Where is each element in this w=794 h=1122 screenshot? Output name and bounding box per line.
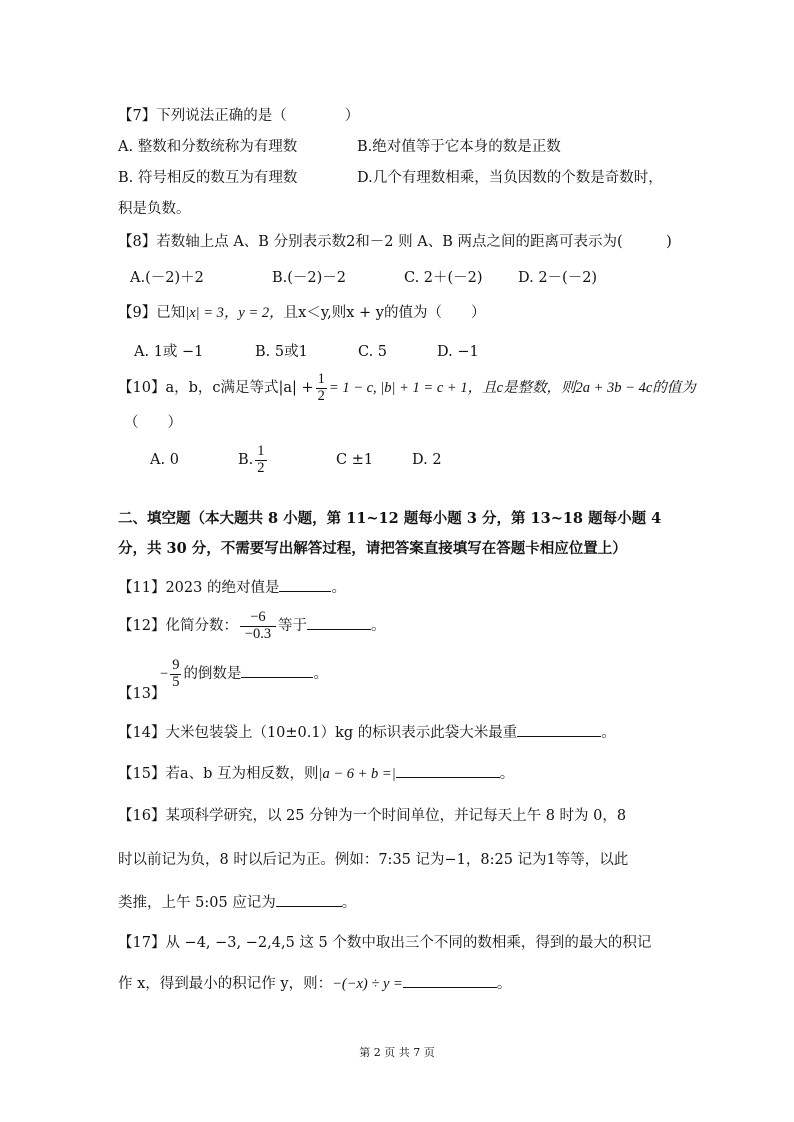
q14-text: 【14】大米包装袋上（10±0.1）kg 的标识表示此袋大米最重 [118,725,518,741]
q9-condition-2: 且x＜y,则x + y的值为（ ） [283,305,486,321]
page-footer: 第 2 页 共 7 页 [359,1046,435,1059]
q7-option-b2: B. 符号相反的数互为有理数 [118,170,298,186]
q15-end: 。 [499,766,515,782]
q7-option-d-cont: 积是负数。 [118,201,191,217]
q7-stem: 【7】下列说法正确的是（ ） [118,108,360,124]
q10-label: 【10】a，b，c满足等式|a| + [118,380,314,396]
q11-text: 【11】2023 的绝对值是 [118,580,280,596]
q10-option-b-label: B. [238,452,254,468]
q17-line-2 [118,973,511,994]
q8-option-c: C. 2＋(－2) [404,270,483,286]
q12 [118,606,385,646]
q10-stem [118,372,696,404]
q17-line-2-text: 作 x，得到最小的积记作 y，则： [118,976,333,992]
q9-option-d: D. −1 [437,344,479,360]
q12-fraction [240,610,276,641]
q16-line-1: 【16】某项科学研究，以 25 分钟为一个时间单位，并记每天上午 8 时为 0，8 [118,808,627,824]
q9-option-c: C. 5 [358,344,388,360]
q15-label: 【15】若a、b 互为相反数，则 [118,766,319,782]
q17-line-1: 【17】从 −4, −3, −2,4,5 这 5 个数中取出三个不同的数相乘，得到的最大的积记 [118,935,652,951]
q9-label: 【9】已知 [118,305,186,321]
q17-expr: −(−x) ÷ y = [332,976,403,992]
q14-end: 。 [601,725,616,741]
q7-option-d: D.几个有理数相乘，当负因数的个数是奇数时， [357,170,663,186]
q9-option-a: A. 1或 −1 [134,344,204,360]
q16-line-2: 时以前记为负，8 时以后记为正。例如：7:35 记为−1，8:25 记为1等等，以此 [118,852,629,868]
section-2-heading-line-2: 分，共 30 分，不需要写出解答过程，请把答案直接填写在答题卡相应位置上） [118,540,627,557]
q10-fraction [316,372,327,403]
q9-condition-1: ，y = 2， [223,305,284,321]
q14 [118,722,616,743]
q10-option-b-fraction [255,444,266,475]
q8-option-a: A.(－2)＋2 [130,270,204,286]
q10-option-d: D. 2 [412,452,442,468]
q12-answer-blank[interactable] [307,615,371,630]
q11 [118,577,346,598]
q8-option-d: D. 2－(－2) [518,270,598,286]
q15-expr: |a − 6 + b =| [318,766,396,782]
q10-paren: （ ） [124,415,182,431]
q13-numerator: 9 [172,657,180,674]
section-2-heading-line-1: 二、填空题（本大题共 8 小题，第 11~12 题每小题 3 分，第 13~18 题每小题 4 [118,510,662,527]
q10-option-b-numerator: 1 [257,443,265,460]
q7-option-a: A. 整数和分数统称为有理数 [118,139,298,155]
q12-numerator: −6 [240,610,276,626]
q8-stem: 【8】若数轴上点 A、B 分别表示数2和－2 则 A、B 两点之间的距离可表示为( ) [118,234,672,250]
q10-option-a: A. 0 [150,452,179,468]
q9-stem [118,303,485,323]
q15 [118,763,514,784]
q11-end: 。 [331,580,346,596]
q12-mid: 等于 [277,618,307,634]
q11-answer-blank[interactable] [279,577,331,592]
q10-fraction-numerator: 1 [317,371,325,388]
q8-option-b: B.(－2)－2 [272,270,347,286]
q10-equation: = 1 − c, |b| + 1 = c + 1，且c是整数，则2a + 3b − 4c的值为 [328,380,696,396]
q9-abs-expr: |x| = 3 [185,305,224,321]
q16-line-3 [118,892,356,913]
q10-option-b [238,440,269,480]
q14-answer-blank[interactable] [517,722,601,737]
q13-sign: − [160,666,169,682]
q16-end: 。 [341,895,357,911]
q13-denominator: 5 [172,673,180,690]
q10-option-c: C ±1 [336,452,374,468]
q13-mid: 的倒数是 [183,666,242,682]
q9-option-b: B. 5或1 [255,344,308,360]
q13-fraction [170,658,181,689]
q17-end: 。 [496,976,512,992]
q13-body [160,654,328,694]
q13-label: 【13】 [118,686,166,702]
q15-answer-blank[interactable] [396,763,500,778]
q16-answer-blank[interactable] [276,892,342,907]
q12-denominator: −0.3 [244,625,272,642]
q13-end: 。 [313,666,328,682]
q12-end: 。 [370,618,386,634]
q10-fraction-denominator: 2 [317,387,325,404]
q10-option-b-denominator: 2 [257,459,265,476]
q7-option-b1: B.绝对值等于它本身的数是正数 [357,139,561,155]
q16-line-3-text: 类推，上午 5:05 应记为 [118,895,276,911]
q12-label: 【12】化简分数： [118,618,238,634]
q17-answer-blank[interactable] [403,973,497,988]
q13-answer-blank[interactable] [241,663,313,678]
